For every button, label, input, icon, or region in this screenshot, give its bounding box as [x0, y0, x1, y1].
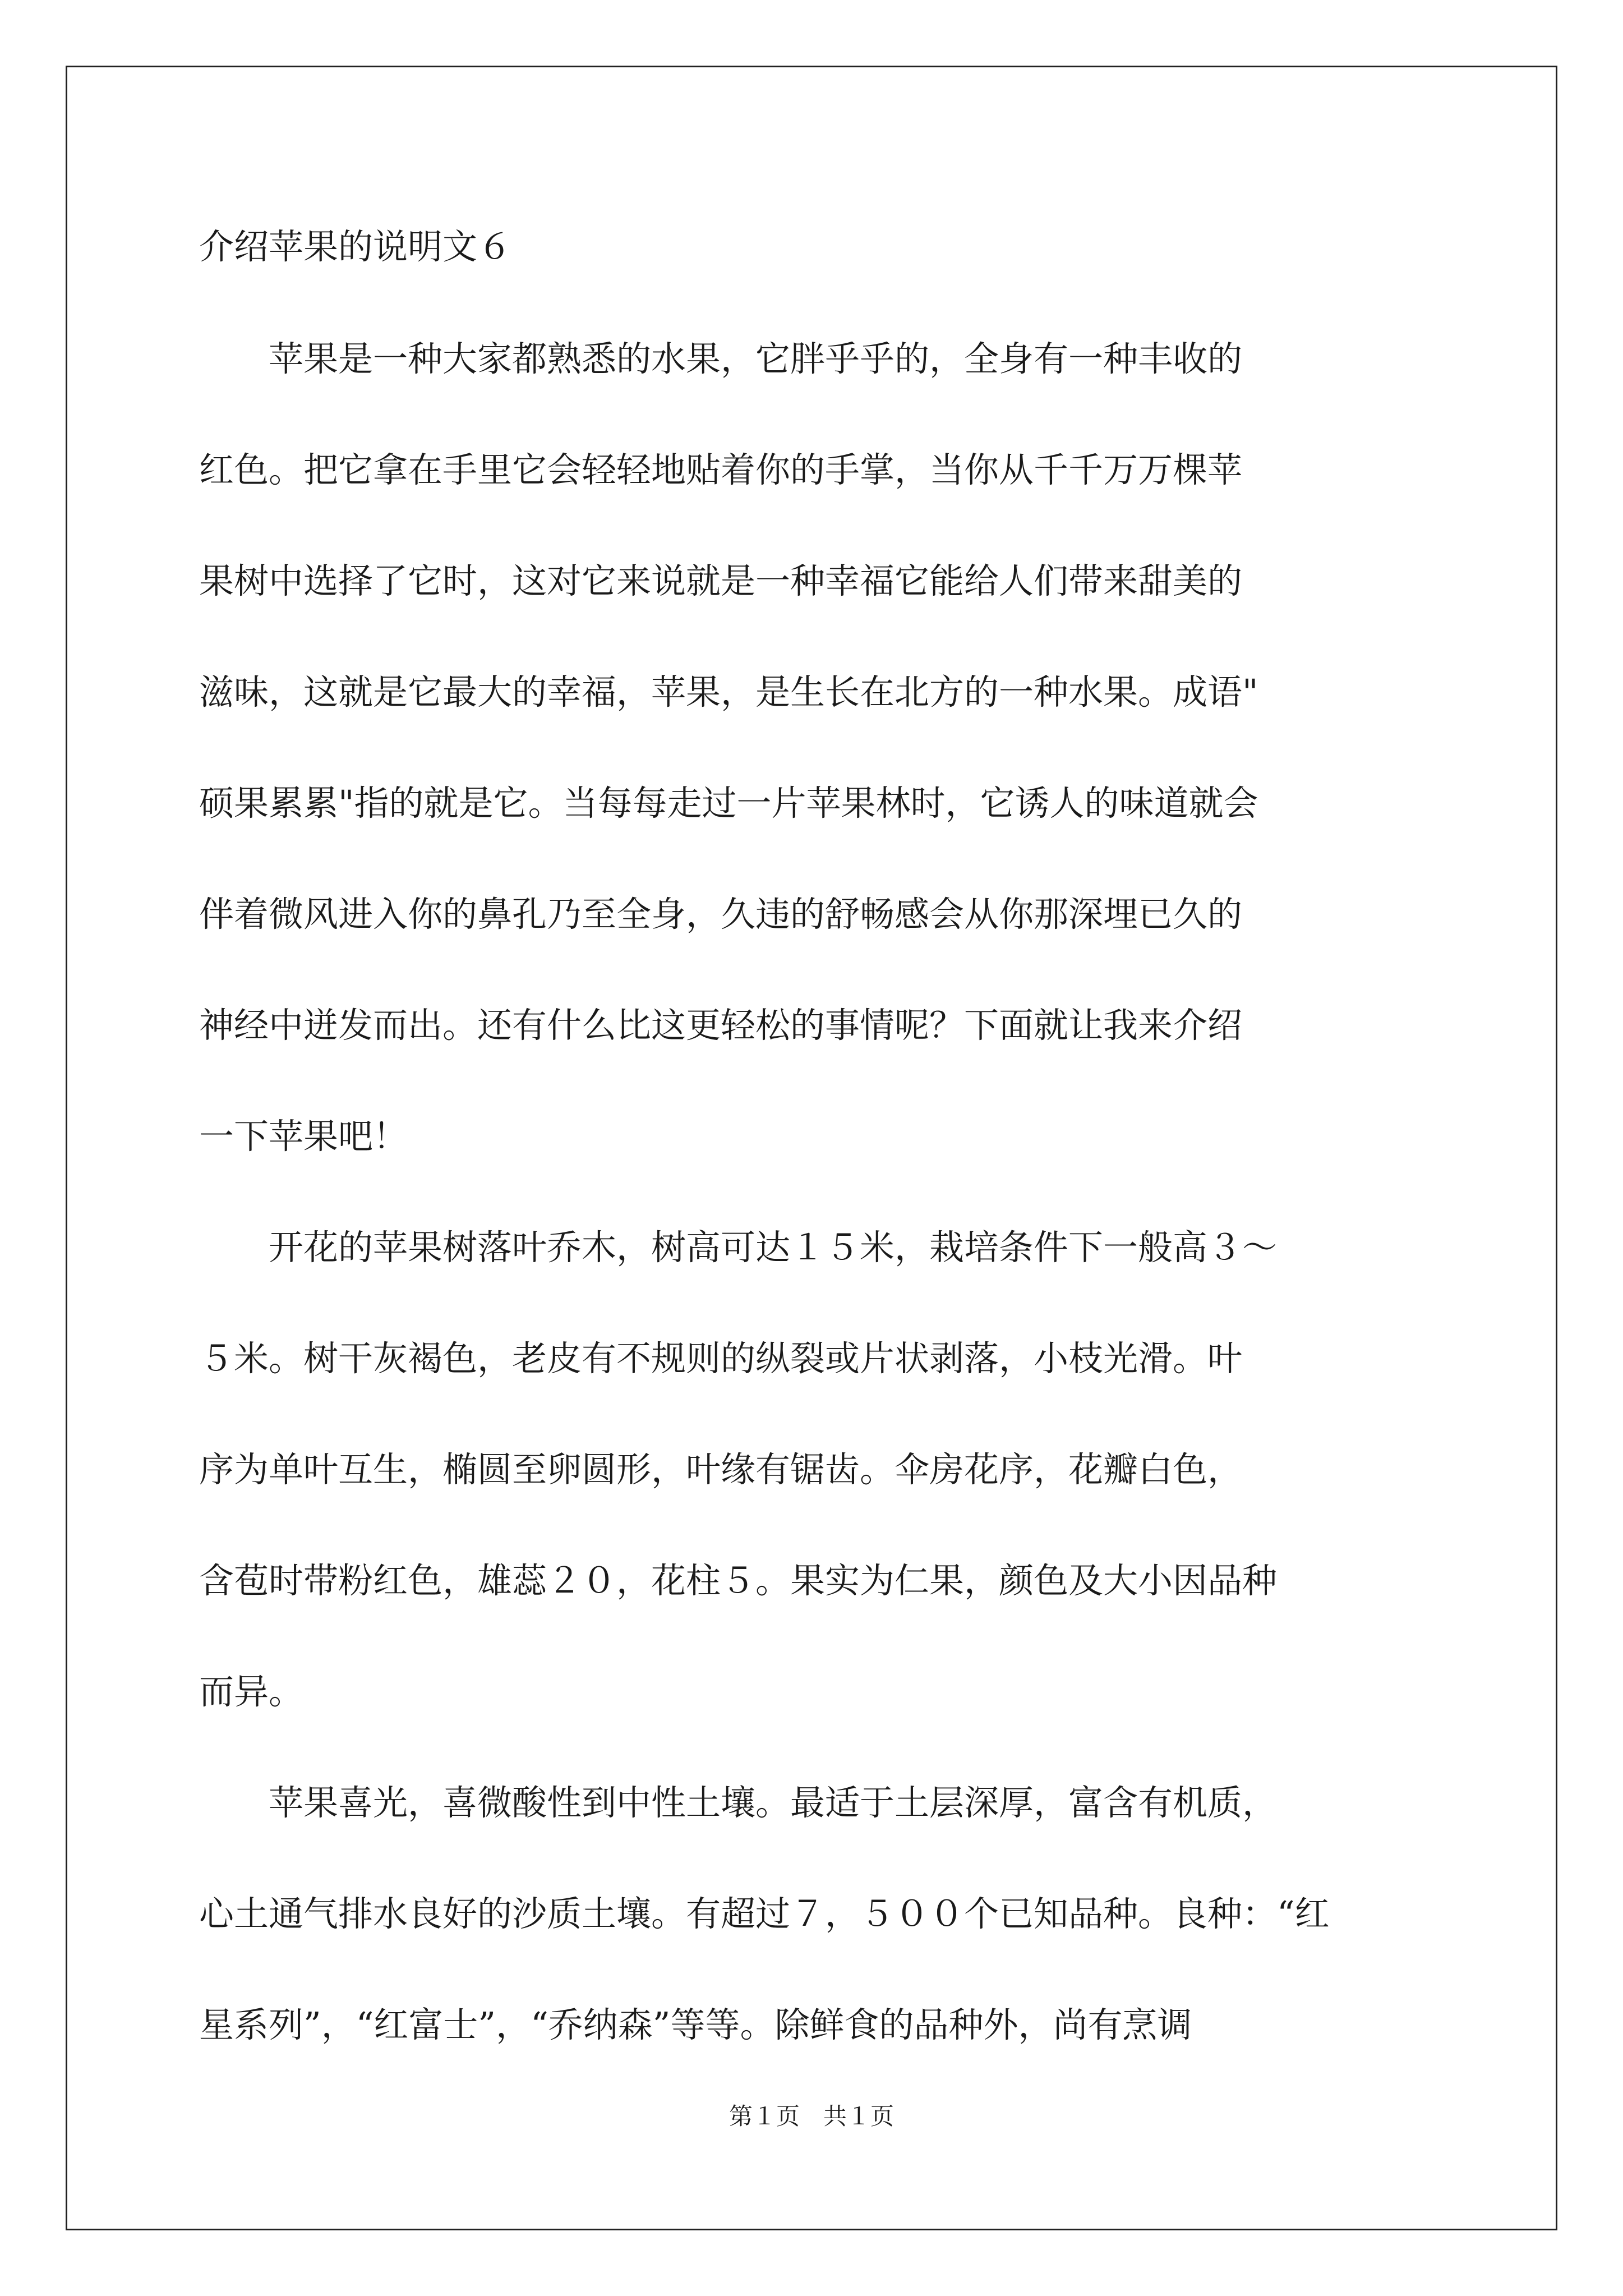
body-line: 开花的苹果树落叶乔木，树高可达１５米，栽培条件下一般高３～: [199, 1227, 1278, 1268]
body-line: 滋味，这就是它最大的幸福，苹果，是生长在北方的一种水果。成语": [199, 671, 1258, 712]
body-line: 苹果喜光，喜微酸性到中性土壤。最适于土层深厚，富含有机质，: [199, 1782, 1278, 1823]
document-title: 介绍苹果的说明文６: [199, 226, 513, 267]
body-line: ５米。树干灰褐色，老皮有不规则的纵裂或片状剥落，小枝光滑。叶: [199, 1338, 1243, 1379]
body-line: 序为单叶互生，椭圆至卵圆形，叶缘有锯齿。伞房花序，花瓣白色，: [199, 1449, 1243, 1490]
body-line: 而异。: [199, 1671, 304, 1712]
body-line: 红色。把它拿在手里它会轻轻地贴着你的手掌，当你从千千万万棵苹: [199, 449, 1243, 490]
body-line: 神经中迸发而出。还有什么比这更轻松的事情呢？下面就让我来介绍: [199, 1005, 1243, 1046]
body-line: 含苞时带粉红色，雄蕊２０，花柱５。果实为仁果，颜色及大小因品种: [199, 1560, 1278, 1601]
body-line: 硕果累累"指的就是它。当每每走过一片苹果林时，它诱人的味道就会: [199, 783, 1258, 823]
page-number-footer: 第１页 共１页: [728, 2102, 894, 2130]
body-line: 苹果是一种大家都熟悉的水果，它胖乎乎的，全身有一种丰收的: [199, 338, 1243, 379]
body-line: 伴着微风进入你的鼻孔乃至全身，久违的舒畅感会从你那深埋已久的: [199, 894, 1243, 935]
body-line: 星系列”，“红富士”，“乔纳森”等等。除鲜食的品种外，尚有烹调: [199, 2004, 1192, 2045]
body-line: 一下苹果吧！: [199, 1116, 408, 1157]
body-line: 果树中选择了它时，这对它来说就是一种幸福它能给人们带来甜美的: [199, 560, 1243, 601]
body-line: 心土通气排水良好的沙质土壤。有超过７，５００个已知品种。良种：“红: [199, 1893, 1330, 1934]
